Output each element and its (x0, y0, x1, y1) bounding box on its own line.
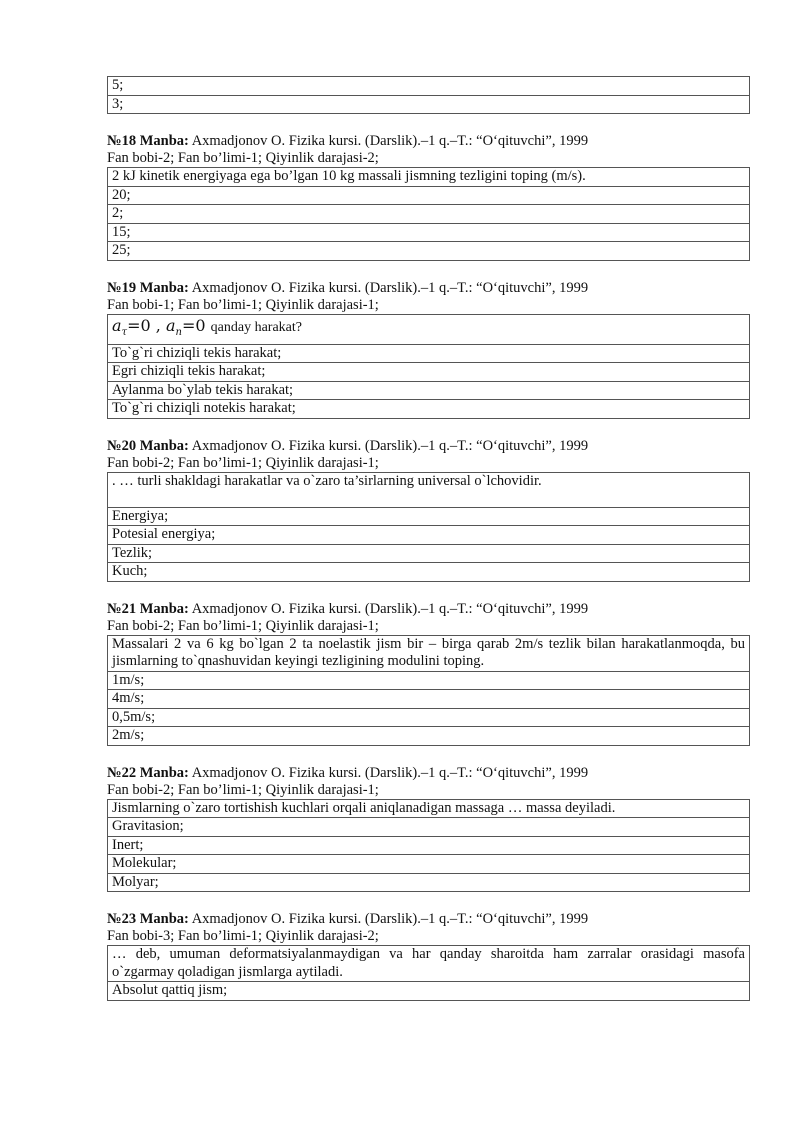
question-text (108, 314, 750, 344)
question-header (107, 133, 750, 167)
answer-option: Tezlik; (108, 544, 750, 563)
question-table (107, 167, 750, 261)
question-table (107, 945, 750, 1001)
answer-option: 0,5m/s; (108, 708, 750, 727)
answer-cell: 3; (108, 95, 750, 114)
manba-label: Manba: (139, 133, 189, 149)
answer-option: Potesial energiya; (108, 526, 750, 545)
question-number: №21 (107, 600, 137, 617)
previous-answers-table (107, 76, 750, 114)
answer-cell: 5; (108, 77, 750, 96)
question-text: 2 kJ kinetik energiyaga ega bo’lgan 10 kg massali jismning tezligini toping (m/s). (108, 168, 750, 187)
question-header (107, 765, 750, 799)
answer-option: 25; (108, 242, 750, 261)
question-number: №18 (107, 133, 137, 149)
answer-option: 15; (108, 223, 750, 242)
document-page (107, 76, 750, 1001)
answer-option: 2m/s; (108, 727, 750, 746)
answer-option: Egri chiziqli tekis harakat; (108, 363, 750, 382)
answer-option: 4m/s; (108, 690, 750, 709)
answer-option: Absolut qattiq jism; (108, 982, 750, 1001)
meta-text: Fan bobi-1; Fan bo’limi-1; Qiyinlik darajasi-1; (107, 296, 379, 313)
source-text: Axmadjonov O. Fizika kursi. (Darslik).–1 q.–T.: “O‘qituvchi”, 1999 (191, 911, 589, 928)
answer-option: 1m/s; (108, 671, 750, 690)
question-19 (107, 280, 750, 419)
question-number: №20 (107, 437, 137, 454)
source-text: Axmadjonov O. Fizika kursi. (Darslik).–1 q.–T.: “O‘qituvchi”, 1999 (191, 279, 589, 296)
answer-option: Energiya; (108, 507, 750, 526)
manba-label: Manba: (139, 437, 189, 454)
question-table (107, 635, 750, 746)
question-text: Jismlarning o`zaro tortishish kuchlari orqali aniqlanadigan massaga … massa deyiladi. (108, 799, 750, 818)
answer-option: Molyar; (108, 873, 750, 892)
answer-row (108, 95, 750, 114)
question-number: №19 (107, 279, 137, 296)
answer-row (108, 77, 750, 96)
source-text: Axmadjonov O. Fizika kursi. (Darslik).–1 q.–T.: “O‘qituvchi”, 1999 (191, 764, 589, 781)
meta-text: Fan bobi-2; Fan bo’limi-1; Qiyinlik darajasi-1; (107, 617, 379, 634)
answer-option: Kuch; (108, 563, 750, 582)
source-text: Axmadjonov O. Fizika kursi. (Darslik).–1 q.–T.: “O‘qituvchi”, 1999 (191, 133, 589, 149)
question-number: №23 (107, 911, 137, 928)
formula: $a_\tau=0$ , $a_n=0$ (112, 315, 206, 338)
meta-text: Fan bobi-3; Fan bo’limi-1; Qiyinlik darajasi-2; (107, 928, 379, 945)
manba-label: Manba: (139, 600, 189, 617)
question-20 (107, 438, 750, 582)
meta-text: Fan bobi-2; Fan bo’limi-1; Qiyinlik darajasi-1; (107, 454, 379, 471)
answer-option: To`g`ri chiziqli notekis harakat; (108, 400, 750, 419)
question-number: №22 (107, 764, 137, 781)
answer-option: Gravitasion; (108, 818, 750, 837)
question-18 (107, 133, 750, 261)
answer-option: 2; (108, 205, 750, 224)
answer-option: Molekular; (108, 855, 750, 874)
meta-text: Fan bobi-2; Fan bo’limi-1; Qiyinlik darajasi-2; (107, 150, 379, 166)
answer-option: Inert; (108, 836, 750, 855)
question-22 (107, 765, 750, 893)
source-text: Axmadjonov O. Fizika kursi. (Darslik).–1 q.–T.: “O‘qituvchi”, 1999 (191, 600, 589, 617)
manba-label: Manba: (139, 764, 189, 781)
answer-option: 20; (108, 186, 750, 205)
meta-text: Fan bobi-2; Fan bo’limi-1; Qiyinlik darajasi-1; (107, 781, 379, 798)
question-table (107, 472, 750, 582)
question-header (107, 438, 750, 472)
question-text: Massalari 2 va 6 kg bo`lgan 2 ta noelastik jism bir – birga qarab 2m/s tezlik bilan harakatlanmoqda, bu jismlarning to`qnashuvidan keyingi tezligining modulini toping. (108, 635, 750, 671)
question-text: . … turli shakldagi harakatlar va o`zaro ta’sirlarning universal o`lchovidir. (108, 472, 750, 507)
answer-option: To`g`ri chiziqli tekis harakat; (108, 344, 750, 363)
question-header (107, 601, 750, 635)
question-21 (107, 601, 750, 746)
source-text: Axmadjonov O. Fizika kursi. (Darslik).–1 q.–T.: “O‘qituvchi”, 1999 (191, 437, 589, 454)
question-header (107, 280, 750, 314)
manba-label: Manba: (139, 911, 189, 928)
answer-option: Aylanma bo`ylab tekis harakat; (108, 381, 750, 400)
question-tail: qanday harakat? (210, 319, 302, 335)
question-header (107, 911, 750, 945)
question-table (107, 799, 750, 893)
question-table (107, 314, 750, 419)
question-23 (107, 911, 750, 1001)
question-text: … deb, umuman deformatsiyalanmaydigan va har qanday sharoitda ham zarralar orasidagi masofa o`zgarmay qoladigan jismlarga aytiladi. (108, 946, 750, 982)
manba-label: Manba: (139, 279, 189, 296)
